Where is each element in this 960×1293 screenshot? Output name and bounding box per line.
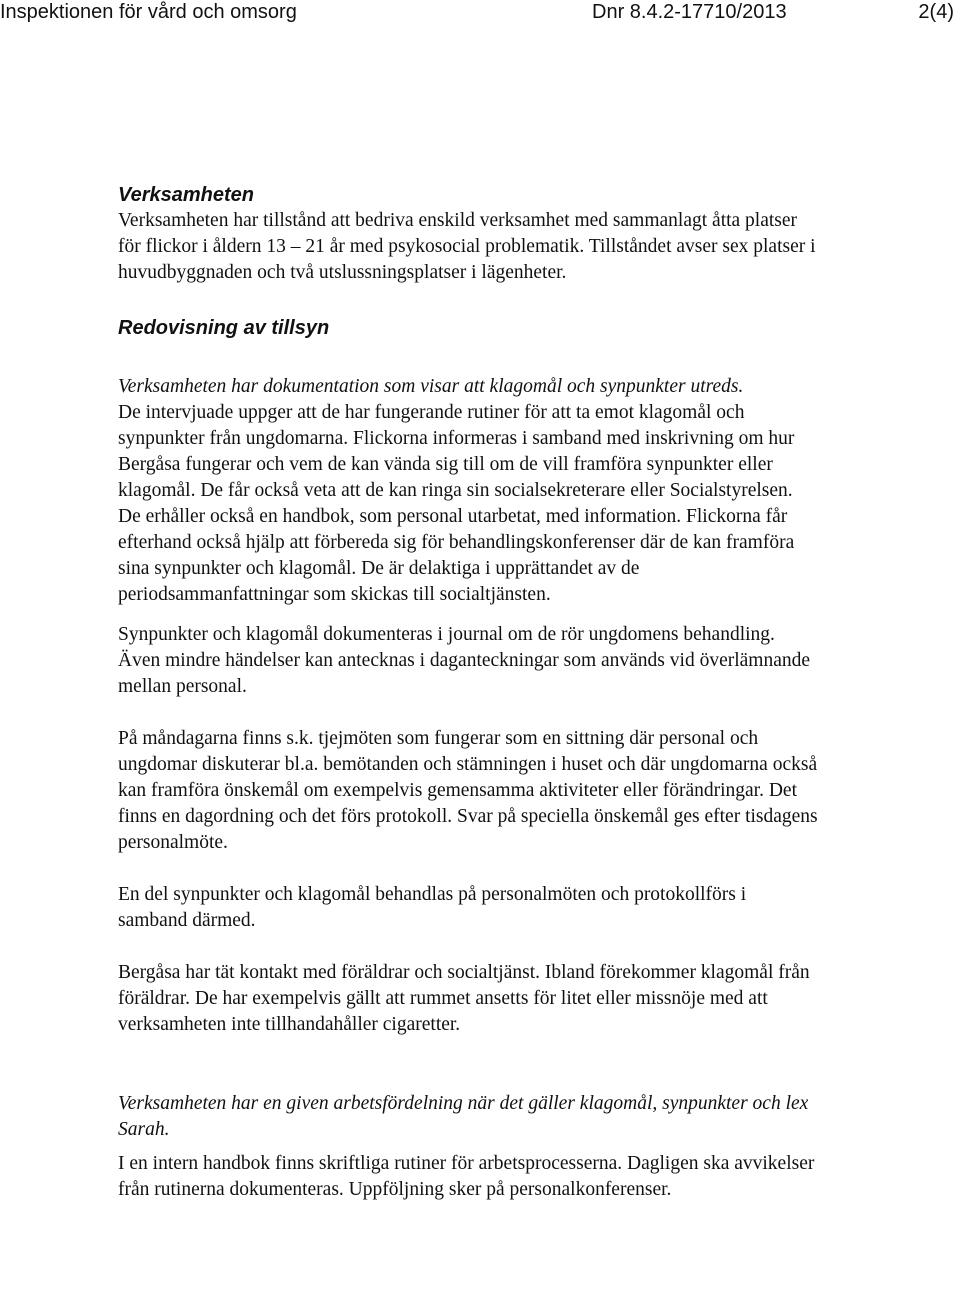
header-page-number: 2(4) — [918, 1, 954, 23]
header-org: Inspektionen för vård och omsorg — [0, 1, 297, 23]
paragraph-foraldrar: Bergåsa har tät kontakt med föräldrar och socialtjänst. Ibland förekommer klagomål från föräldrar. De har exempelvis gällt att rummet ansetts för litet eller missnöje med att verksamheten inte tillhandahåller cigaretter. — [118, 962, 810, 1035]
header-dnr: Dnr 8.4.2-17710/2013 — [592, 1, 787, 23]
paragraph-tjejmoten: På måndagarna finns s.k. tjejmöten som fungerar som en sittning där personal och ungdomar diskuterar bl.a. bemötanden och stämningen i huset och där ungdomarna också kan framföra önskemål om exempelvis gemensamma aktiviteter eller förändringar. Det finns en dagordning och det förs protokoll. Svar på speciella önskemål ges efter tisdagens personalmöte. — [118, 728, 818, 853]
paragraph-personalmoten: En del synpunkter och klagomål behandlas på personalmöten och protokollförs i samband därmed. — [118, 884, 747, 931]
paragraph-dokumentation: Synpunkter och klagomål dokumenteras i journal om de rör ungdomens behandling. Även mindre händelser kan antecknas i daganteckningar som används vid överlämnande mellan personal. — [118, 624, 811, 697]
paragraph-verksamheten: Verksamheten har tillstånd att bedriva enskild verksamhet med sammanlagt åtta platser för flickor i åldern 13 – 21 år med psykosocial problematik. Tillståndet avser sex platser i huvudbyggnaden och två utslussningsplatser i lägenheter. — [118, 210, 816, 283]
paragraph-handbok: I en intern handbok finns skriftliga rutiner för arbetsprocesserna. Dagligen ska avvikelser från rutinerna dokumenteras. Uppföljning sker på personalkonferenser. — [118, 1153, 815, 1200]
page-header — [0, 0, 960, 30]
paragraph-rutiner: De intervjuade uppger att de har fungerande rutiner för att ta emot klagomål och synpunkter från ungdomarna. Flickorna informeras i samband med inskrivning om hur Bergåsa fungerar och vem de kan vända sig till om de vill framföra synpunkter eller klagomål. De får också veta att de kan ringa sin socialsekreterare eller Socialstyrelsen. De erhåller också en handbok, som personal utarbetat, med information. Flickorna får efterhand också hjälp att förbereda sig för behandlingskonferenser där de kan framföra sina synpunkter och klagomål. De är delaktiga i upprättandet av de periodsammanfattningar som skickas till socialtjänsten. — [118, 402, 795, 605]
finding-1: Verksamheten har dokumentation som visar att klagomål och synpunkter utreds. — [118, 376, 744, 397]
heading-verksamheten: Verksamheten — [118, 184, 254, 206]
document-body — [118, 178, 948, 1203]
heading-redovisning: Redovisning av tillsyn — [118, 317, 330, 339]
finding-2: Verksamheten har en given arbetsfördelning när det gäller klagomål, synpunkter och lex Sarah. — [118, 1093, 809, 1140]
